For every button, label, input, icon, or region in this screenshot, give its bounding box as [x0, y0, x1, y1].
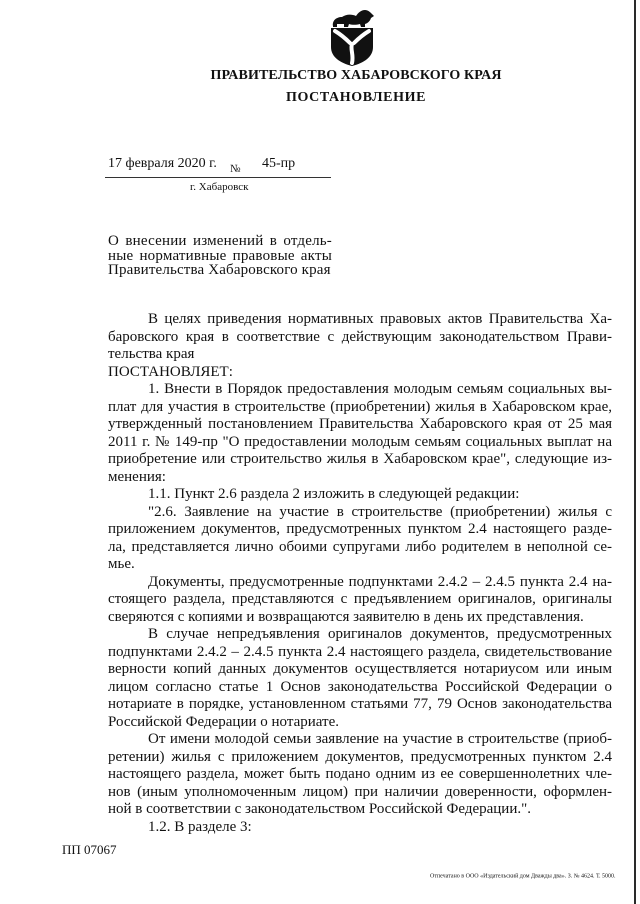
- document-title: [108, 234, 332, 278]
- paragraph-clause-2-6: [108, 504, 612, 574]
- title-line: О внесении изменений в отдель-: [108, 233, 332, 249]
- body-line: ной в соответствии с законодательством Российской Федерации.".: [108, 801, 531, 817]
- coat-of-arms-emblem: [327, 5, 377, 67]
- body-line: нов (иным уполномоченным лицом) при наличии доверенности, оформлен-: [108, 783, 612, 800]
- body-line: сверяются с копиями и возвращаются заявителю в день их представления.: [108, 608, 584, 625]
- document-number: 45-пр: [262, 156, 296, 171]
- body-line: В случае непредъявления оригиналов документов, предусмотренных: [148, 626, 612, 642]
- body-line: ла, представляется лично обоими супругами либо родителем в неполной се-: [108, 538, 612, 555]
- body-line: утвержденный постановлением Правительства Хабаровского края от 25 мая: [108, 416, 612, 432]
- body-line: В целях приведения нормативных правовых актов Правительства Ха-: [148, 311, 612, 327]
- organization-name: ПРАВИТЕЛЬСТВО ХАБАРОВСКОГО КРАЯ: [210, 68, 502, 83]
- body-line: ретении) жилья с приложением документов, предусмотренных пунктом 2.4: [108, 748, 612, 765]
- title-line: ные нормативные правовые акты: [108, 247, 332, 264]
- body-line: баровского края в соответствие с действующим законодательством Прави-: [108, 328, 612, 345]
- body-line: 1.1. Пункт 2.6 раздела 2 изложить в следующей редакции:: [148, 486, 520, 502]
- body-line: подпунктами 2.4.2 – 2.4.5 пункта 2.4 настоящего раздела, свидетельствование: [108, 643, 612, 660]
- body-line: 1. Внести в Порядок предоставления молодым семьям социальных вы-: [148, 381, 612, 397]
- document-code: ПП 07067: [62, 842, 117, 857]
- body-line: Документы, предусмотренные подпунктами 2.4.2 – 2.4.5 пункта 2.4 на-: [148, 573, 612, 590]
- paragraph-documents: [108, 574, 612, 627]
- body-line: стоящего раздела, представляются с предъявлением оригиналов, оригиналы: [108, 591, 612, 607]
- paragraph-family-application: [108, 731, 612, 819]
- title-line: Правительства Хабаровского края: [108, 262, 331, 279]
- body-line: нотариате в порядке, установленном статьями 77, 79 Основ законодательства: [108, 696, 612, 712]
- scan-edge: [634, 0, 636, 904]
- bear-figure: [333, 10, 374, 27]
- body-line: настоящего раздела, может быть подано одним из ее совершеннолетних чле-: [108, 766, 612, 782]
- paragraph-decree: [108, 364, 612, 382]
- body-line: приложением документов, предусмотренных пунктом 2.4 настоящего разде-: [108, 521, 612, 537]
- body-line: Российской Федерации о нотариате.: [108, 713, 339, 730]
- document-date: 17 февраля 2020 г.: [108, 156, 217, 171]
- body-line: мье.: [108, 556, 135, 572]
- document-type: ПОСТАНОВЛЕНИЕ: [285, 90, 427, 105]
- date-underline: [105, 177, 331, 178]
- paragraph-item-1-1: [108, 486, 612, 504]
- decree-word: ПОСТАНОВЛЯЕТ:: [108, 363, 233, 380]
- printer-imprint: Отпечатано в ООО «Издательский дом Дважды два». З. № 4624. Т. 5000.: [430, 872, 616, 879]
- body-line: лицом согласно статье 1 Основ законодательства Российской Федерации о: [108, 678, 612, 695]
- document-place: г. Хабаровск: [190, 181, 249, 193]
- body-line: "2.6. Заявление на участие в строительстве (приобретении) жилья с: [148, 503, 612, 520]
- body-line: 2011 г. № 149-пр "О предоставлении молодым семьям социальных выплат на: [108, 433, 612, 450]
- body-line: менения:: [108, 468, 166, 485]
- paragraph-item-1-2: [108, 819, 612, 837]
- body-line: плат для участия в строительстве (приобретении) жилья в Хабаровском крае,: [108, 398, 612, 415]
- paragraph-item-1: [108, 381, 612, 486]
- number-sign: №: [230, 163, 241, 175]
- body-line: 1.2. В разделе 3:: [148, 818, 252, 835]
- body-line: От имени молодой семьи заявление на участие в строительстве (приоб-: [148, 731, 612, 747]
- body-line: тельства края: [108, 346, 195, 362]
- coat-of-arms-icon: [327, 5, 377, 67]
- paragraph-intro: [108, 311, 612, 364]
- document-body: [108, 311, 612, 836]
- body-line: верности копий данных документов осуществляется нотариусом или иным: [108, 661, 612, 677]
- paragraph-no-originals: [108, 626, 612, 731]
- body-line: приобретение или строительство жилья в Хабаровском крае", следующие из-: [108, 451, 612, 467]
